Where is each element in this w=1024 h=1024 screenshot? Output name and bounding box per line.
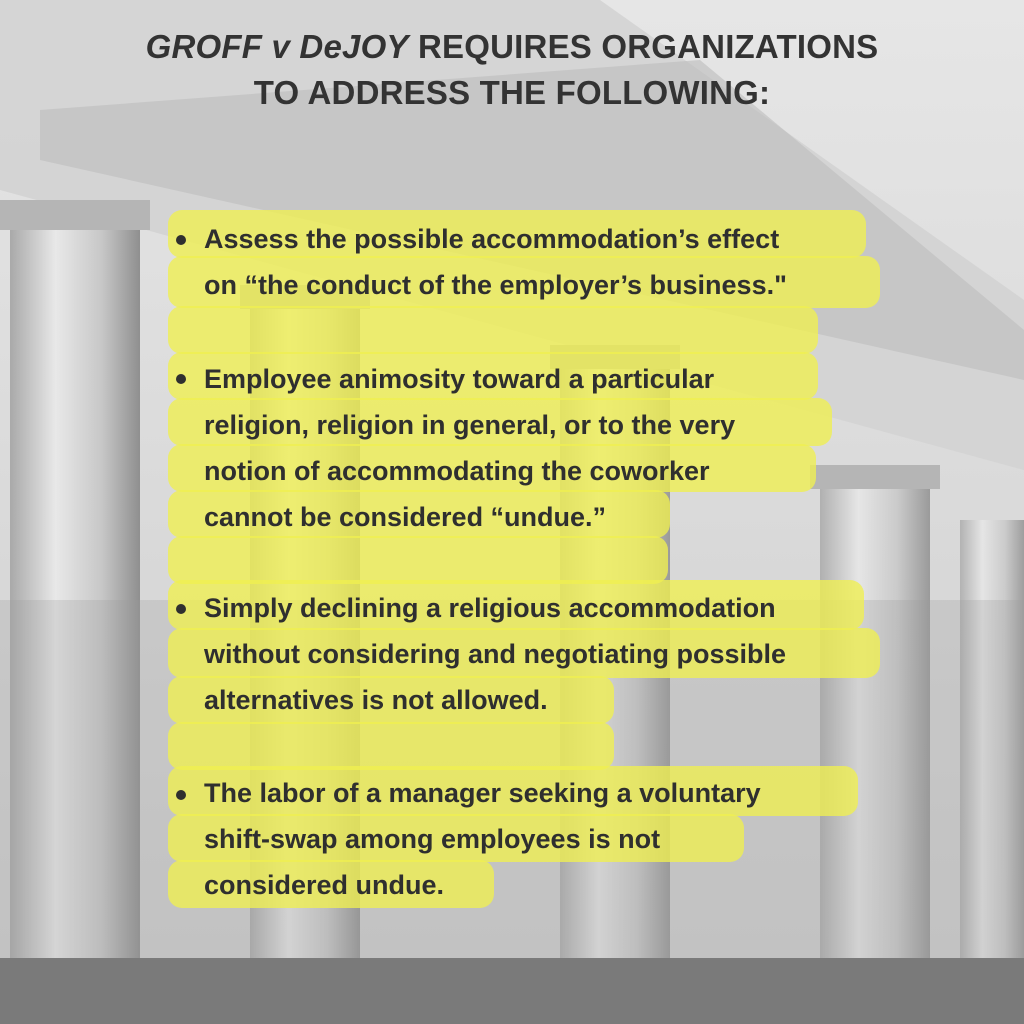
bullet-3-line-1: Simply declining a religious accommodation: [204, 593, 776, 623]
bullet-dot: [176, 790, 186, 800]
bullet-1-line-2: on “the conduct of the employer’s business.": [204, 270, 787, 300]
bullet-4-line-3: considered undue.: [204, 870, 445, 900]
bullet-dot: [176, 374, 186, 384]
title-line-1-rest: REQUIRES ORGANIZATIONS: [408, 28, 879, 65]
bullet-2-line-2: religion, religion in general, or to the very: [204, 410, 736, 440]
bullet-dot: [176, 604, 186, 614]
case-name: GROFF v DeJOY: [145, 28, 409, 65]
bullet-2-line-3: notion of accommodating the coworker: [204, 456, 710, 486]
bullet-4-line-2: shift-swap among employees is not: [204, 824, 661, 854]
highlight-strip: [168, 722, 614, 770]
bullet-1-line-1: Assess the possible accommodation’s effect: [204, 224, 780, 254]
highlight-strip: [168, 306, 818, 354]
bullet-2-line-4: cannot be considered “undue.”: [204, 502, 607, 532]
page-title: [0, 24, 1024, 116]
bullet-4-line-1: The labor of a manager seeking a voluntary: [204, 778, 761, 808]
bullet-3-line-3: alternatives is not allowed.: [204, 685, 548, 715]
bullet-dot: [176, 235, 186, 245]
footer-band: [0, 958, 1024, 1024]
title-line-2: TO ADDRESS THE FOLLOWING:: [253, 74, 771, 111]
bullet-3-line-2: without considering and negotiating possible: [204, 639, 787, 669]
highlight-strip: [168, 536, 668, 584]
title-line-1: [0, 24, 1024, 70]
bullet-2-line-1: Employee animosity toward a particular: [204, 364, 715, 394]
